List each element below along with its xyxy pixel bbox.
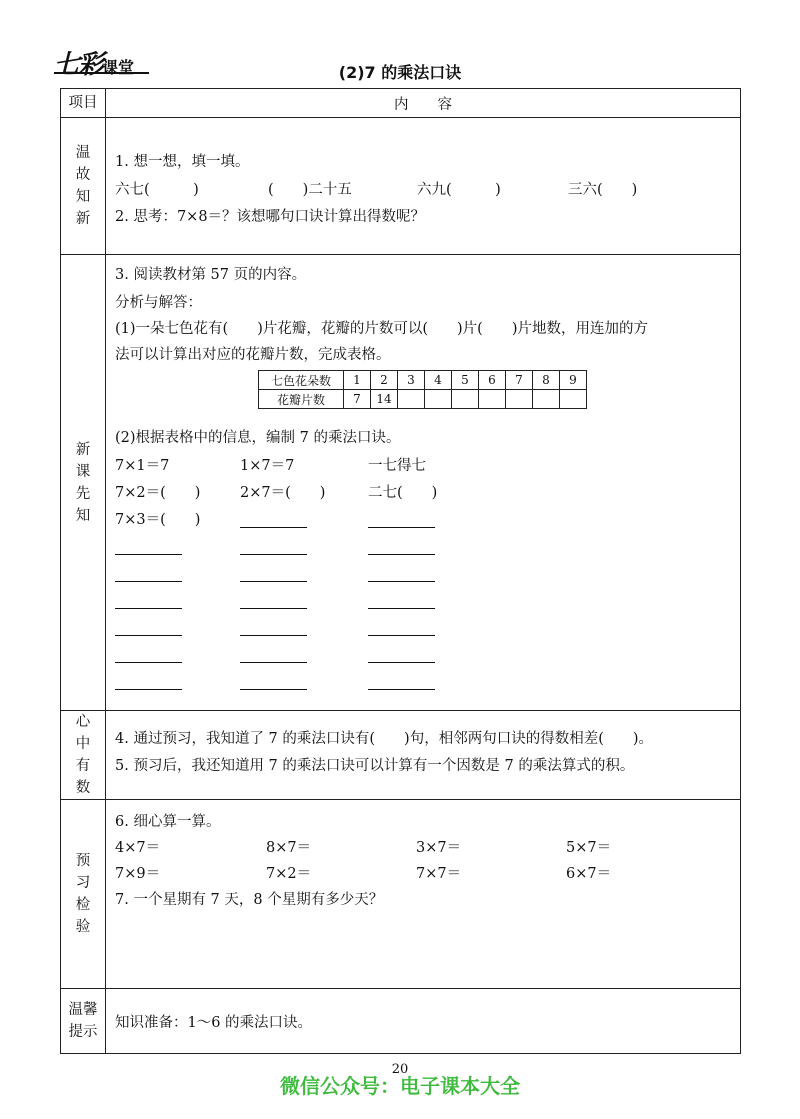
petal-cell bbox=[398, 390, 425, 409]
blank-line bbox=[115, 553, 182, 555]
petal-cell: 1 bbox=[344, 371, 371, 390]
logo-big: 七彩 bbox=[54, 50, 103, 80]
p1-line1: (1)一朵七色花有( )片花瓣，花瓣的片数可以( )片( )片地数，用连加的方 bbox=[115, 321, 648, 337]
page-number: 20 bbox=[391, 1062, 409, 1077]
blank-line bbox=[240, 661, 307, 663]
calc-2-4: 6×7＝ bbox=[566, 866, 612, 882]
formula-r3c1: 7×3＝( ) bbox=[115, 512, 201, 528]
formula-r1c3: 一七得七 bbox=[368, 458, 426, 474]
formula-r1c1: 7×1＝7 bbox=[115, 458, 170, 474]
header-item: 项目 bbox=[61, 89, 106, 118]
blank-line bbox=[368, 634, 435, 636]
formula-r2c3: 二七( ) bbox=[368, 485, 438, 501]
blank-line bbox=[368, 661, 435, 663]
worksheet-table bbox=[60, 88, 741, 1054]
petal-cell: 7 bbox=[506, 371, 533, 390]
petal-cell: 9 bbox=[560, 371, 587, 390]
watermark: 微信公众号：电子课本大全 bbox=[280, 1074, 520, 1098]
tip-text: 知识准备：1～6 的乘法口诀。 bbox=[115, 1015, 313, 1031]
q3: 3. 阅读教材第 57 页的内容。 bbox=[115, 267, 307, 283]
fill-2: ( )二十五 bbox=[268, 182, 352, 198]
petal-table bbox=[258, 370, 587, 409]
petal-cell: 3 bbox=[398, 371, 425, 390]
blank-line bbox=[115, 634, 182, 636]
q4: 4. 通过预习，我知道了 7 的乘法口诀有( )句，相邻两句口诀的得数相差( )。 bbox=[115, 731, 654, 747]
blank-line bbox=[368, 526, 435, 528]
analysis-label: 分析与解答： bbox=[115, 295, 202, 311]
blank-line bbox=[240, 526, 307, 528]
blank-line bbox=[240, 634, 307, 636]
header-content: 内 容 bbox=[106, 89, 741, 118]
formula-r2c1: 7×2＝( ) bbox=[115, 485, 201, 501]
petal-cell: 14 bbox=[371, 390, 398, 409]
q2: 2. 思考：7×8＝？该想哪句口诀计算出得数呢？ bbox=[115, 209, 426, 225]
petal-cell: 8 bbox=[533, 371, 560, 390]
section-review bbox=[106, 118, 741, 255]
petal-cell: 2 bbox=[371, 371, 398, 390]
petal-cell bbox=[479, 390, 506, 409]
q6: 6. 细心算一算。 bbox=[115, 814, 221, 830]
p2: (2)根据表格中的信息，编制 7 的乘法口诀。 bbox=[115, 430, 401, 446]
blank-line bbox=[115, 580, 182, 582]
fill-3: 六九( ) bbox=[417, 182, 501, 198]
logo-small: 课堂 bbox=[102, 58, 135, 77]
label-heart: 心中有数 bbox=[61, 711, 106, 800]
calc-1-2: 8×7＝ bbox=[266, 840, 312, 856]
q7: 7. 一个星期有 7 天，8 个星期有多少天？ bbox=[115, 892, 384, 908]
label-check: 预习检验 bbox=[61, 800, 106, 989]
blank-line bbox=[240, 553, 307, 555]
section-preview bbox=[106, 255, 741, 711]
petal-cell: 5 bbox=[452, 371, 479, 390]
petal-cell bbox=[506, 390, 533, 409]
calc-1-1: 4×7＝ bbox=[115, 840, 161, 856]
section-tip bbox=[106, 989, 741, 1054]
label-review: 温故知新 bbox=[61, 118, 106, 255]
calc-1-3: 3×7＝ bbox=[416, 840, 462, 856]
section-heart bbox=[106, 711, 741, 800]
p1-line2: 法可以计算出对应的花瓣片数，完成表格。 bbox=[115, 347, 391, 363]
label-tip: 温馨提示 bbox=[61, 989, 106, 1054]
petal-cell: 4 bbox=[425, 371, 452, 390]
blank-line bbox=[240, 607, 307, 609]
blank-line bbox=[368, 607, 435, 609]
petal-cell bbox=[560, 390, 587, 409]
blank-line bbox=[115, 607, 182, 609]
blank-line bbox=[115, 688, 182, 690]
page-title: (2)7 的乘法口诀 bbox=[338, 63, 462, 82]
petal-cell bbox=[533, 390, 560, 409]
petal-cell: 7 bbox=[344, 390, 371, 409]
calc-2-3: 7×7＝ bbox=[416, 866, 462, 882]
blank-line bbox=[368, 580, 435, 582]
fill-1: 六七( ) bbox=[115, 182, 199, 198]
blank-line bbox=[240, 580, 307, 582]
calc-2-1: 7×9＝ bbox=[115, 866, 161, 882]
blank-line bbox=[115, 661, 182, 663]
q1: 1. 想一想，填一填。 bbox=[115, 154, 250, 170]
formula-r1c2: 1×7＝7 bbox=[240, 458, 295, 474]
calc-1-4: 5×7＝ bbox=[566, 840, 612, 856]
petal-cell bbox=[452, 390, 479, 409]
section-check bbox=[106, 800, 741, 989]
petal-cell: 6 bbox=[479, 371, 506, 390]
petal-cell bbox=[425, 390, 452, 409]
petal-row2-head: 花瓣片数 bbox=[259, 390, 344, 409]
q5: 5. 预习后，我还知道用 7 的乘法口诀可以计算有一个因数是 7 的乘法算式的积。 bbox=[115, 758, 635, 774]
formula-r2c2: 2×7＝( ) bbox=[240, 485, 326, 501]
label-preview: 新课先知 bbox=[61, 255, 106, 711]
blank-line bbox=[368, 688, 435, 690]
blank-line bbox=[240, 688, 307, 690]
petal-row1-head: 七色花朵数 bbox=[259, 371, 344, 390]
calc-2-2: 7×2＝ bbox=[266, 866, 312, 882]
fill-4: 三六( ) bbox=[568, 182, 638, 198]
blank-line bbox=[368, 553, 435, 555]
